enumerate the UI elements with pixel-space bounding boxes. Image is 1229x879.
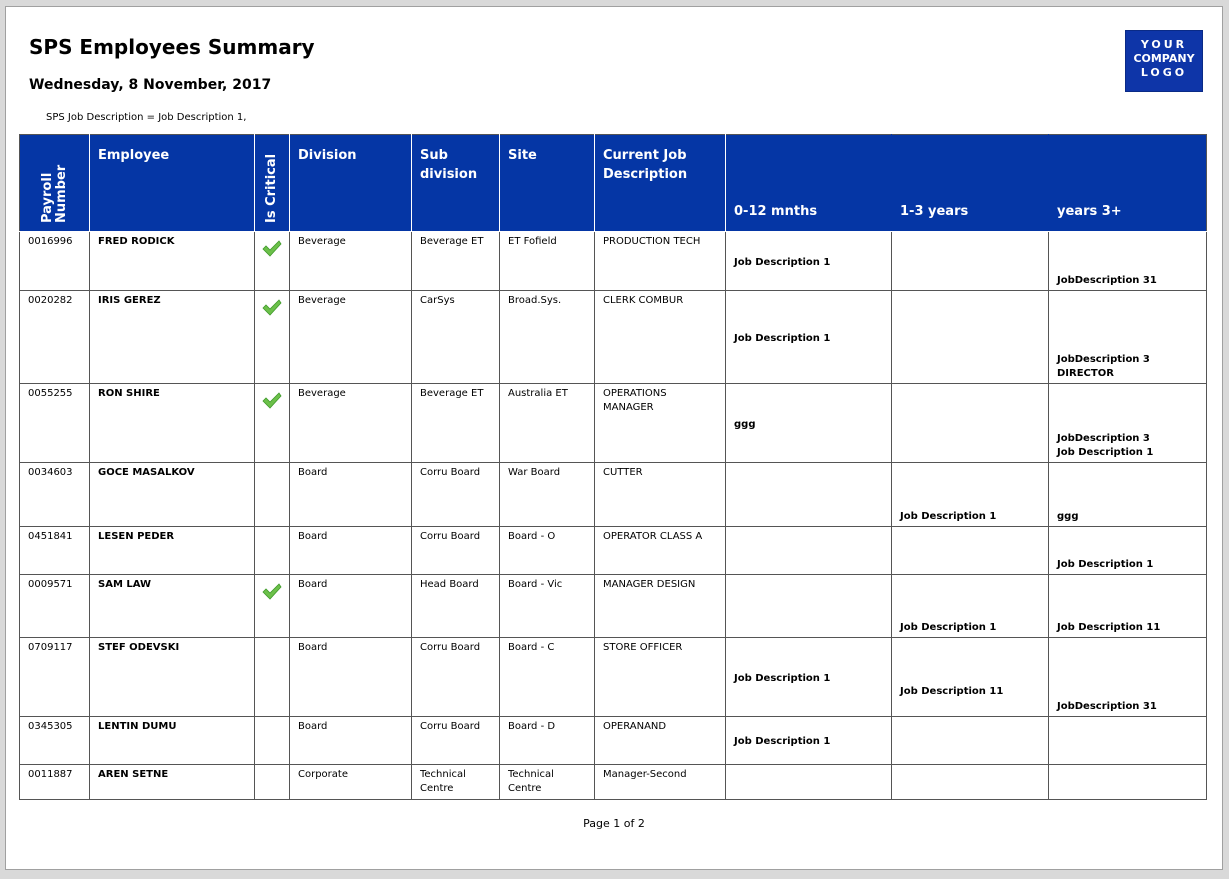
critical-cell: [255, 717, 290, 765]
years-3-plus-cell: [1049, 232, 1207, 291]
years-1-3-cell: [892, 717, 1049, 765]
job-description-text: Job Description 1: [1057, 559, 1154, 570]
subdivision-cell: Corru Board: [412, 527, 500, 575]
job-description-text: Job Description 1: [734, 736, 831, 747]
table-row: [20, 291, 1207, 384]
years-3-plus-cell: [1049, 291, 1207, 384]
report-date: Wednesday, 8 November, 2017: [29, 77, 272, 93]
site-cell: Board - Vic: [500, 575, 595, 638]
report-page: [5, 6, 1223, 870]
col-header-payroll-line-1: Payroll: [39, 172, 55, 223]
current-job-cell: PRODUCTION TECH: [595, 232, 726, 291]
job-description-text: JobDescription 3: [1057, 433, 1150, 444]
col-header-0-12-months: 0-12 mnths: [726, 135, 892, 232]
col-header-1-3-years: 1-3 years: [892, 135, 1049, 232]
years-1-3-cell: [892, 765, 1049, 800]
months-0-12-cell: [726, 765, 892, 800]
site-cell: Australia ET: [500, 384, 595, 463]
logo-line-3: LOGO: [1140, 66, 1188, 79]
years-1-3-cell: [892, 291, 1049, 384]
job-description-text: ggg: [1057, 511, 1079, 522]
subdivision-cell: Head Board: [412, 575, 500, 638]
years-3-plus-cell: [1049, 575, 1207, 638]
subdivision-cell: Corru Board: [412, 463, 500, 527]
payroll-cell: 0011887: [20, 765, 90, 800]
employee-cell: GOCE MASALKOV: [90, 463, 255, 527]
subdivision-cell: Beverage ET: [412, 232, 500, 291]
employees-table: [19, 134, 1207, 800]
years-3-plus-cell: [1049, 765, 1207, 800]
col-header-division: Division: [290, 135, 412, 232]
col-header-current-job: [595, 135, 726, 232]
years-3-plus-cell: [1049, 638, 1207, 717]
job-description-text: JobDescription 31: [1057, 701, 1157, 712]
payroll-cell: 0020282: [20, 291, 90, 384]
payroll-cell: 0009571: [20, 575, 90, 638]
years-3-plus-cell: [1049, 717, 1207, 765]
division-cell: Beverage: [290, 291, 412, 384]
critical-cell: [255, 765, 290, 800]
col-header-employee: Employee: [90, 135, 255, 232]
check-icon: [262, 240, 282, 258]
years-3-plus-cell: [1049, 463, 1207, 527]
years-1-3-cell: [892, 575, 1049, 638]
site-cell: ET Fofield: [500, 232, 595, 291]
col-header-site: Site: [500, 135, 595, 232]
col-header-critical-label: Is Critical: [264, 153, 279, 223]
table-row: [20, 463, 1207, 527]
current-job-cell: OPERATIONS MANAGER: [595, 384, 726, 463]
months-0-12-cell: [726, 232, 892, 291]
current-job-cell: MANAGER DESIGN: [595, 575, 726, 638]
col-header-payroll-line-2: Number: [53, 164, 69, 223]
site-cell: Broad.Sys.: [500, 291, 595, 384]
critical-cell: [255, 527, 290, 575]
table-row: [20, 638, 1207, 717]
critical-cell: [255, 463, 290, 527]
check-icon: [262, 299, 282, 317]
employee-cell: STEF ODEVSKI: [90, 638, 255, 717]
employee-cell: FRED RODICK: [90, 232, 255, 291]
years-1-3-cell: [892, 638, 1049, 717]
job-description-text: Job Description 1: [734, 672, 831, 684]
critical-cell: [255, 638, 290, 717]
company-logo: [1125, 30, 1203, 92]
division-cell: Beverage: [290, 384, 412, 463]
current-job-cell: OPERATOR CLASS A: [595, 527, 726, 575]
table-row: [20, 765, 1207, 800]
employee-cell: LENTIN DUMU: [90, 717, 255, 765]
months-0-12-cell: [726, 291, 892, 384]
payroll-cell: 0451841: [20, 527, 90, 575]
job-description-text: Job Description 1: [734, 256, 831, 268]
division-cell: Board: [290, 463, 412, 527]
job-description-text: JobDescription 31: [1057, 275, 1157, 286]
division-cell: Beverage: [290, 232, 412, 291]
site-cell: Board - O: [500, 527, 595, 575]
months-0-12-cell: [726, 575, 892, 638]
critical-cell: [255, 291, 290, 384]
check-icon: [262, 392, 282, 410]
years-1-3-cell: [892, 232, 1049, 291]
current-job-cell: Manager-Second: [595, 765, 726, 800]
table-row: [20, 232, 1207, 291]
employee-cell: IRIS GEREZ: [90, 291, 255, 384]
site-cell: Technical Centre: [500, 765, 595, 800]
table-row: [20, 527, 1207, 575]
col-header-subdivision-line-1: Sub: [420, 148, 448, 163]
subdivision-cell: CarSys: [412, 291, 500, 384]
years-3-plus-cell: [1049, 384, 1207, 463]
report-title: SPS Employees Summary: [29, 35, 315, 59]
col-header-subdivision: [412, 135, 500, 232]
table-row: [20, 384, 1207, 463]
employee-cell: SAM LAW: [90, 575, 255, 638]
years-3-plus-cell: [1049, 527, 1207, 575]
logo-line-2: COMPANY: [1133, 52, 1195, 65]
col-header-current-job-line-1: Current Job: [603, 148, 687, 163]
years-1-3-cell: [892, 384, 1049, 463]
job-description-text: Job Description 11: [900, 686, 1004, 697]
current-job-cell: CLERK COMBUR: [595, 291, 726, 384]
job-description-text: Job Description 1: [900, 511, 997, 522]
job-description-text: JobDescription 3: [1057, 354, 1150, 365]
division-cell: Board: [290, 575, 412, 638]
job-description-text: Job Description 11: [1057, 622, 1161, 633]
site-cell: War Board: [500, 463, 595, 527]
division-cell: Board: [290, 527, 412, 575]
employee-cell: LESEN PEDER: [90, 527, 255, 575]
division-cell: Board: [290, 638, 412, 717]
table-body: [20, 232, 1207, 800]
col-header-payroll: [20, 135, 90, 232]
col-header-subdivision-line-2: division: [420, 167, 478, 182]
employee-cell: AREN SETNE: [90, 765, 255, 800]
col-header-3-plus-years: years 3+: [1049, 135, 1207, 232]
job-description-text: Job Description 1: [734, 332, 831, 344]
table-row: [20, 717, 1207, 765]
job-description-text: DIRECTOR: [1057, 368, 1114, 379]
division-cell: Corporate: [290, 765, 412, 800]
division-cell: Board: [290, 717, 412, 765]
job-description-text: Job Description 1: [1057, 447, 1154, 458]
subdivision-cell: Corru Board: [412, 717, 500, 765]
critical-cell: [255, 575, 290, 638]
site-cell: Board - C: [500, 638, 595, 717]
subdivision-cell: Beverage ET: [412, 384, 500, 463]
months-0-12-cell: [726, 384, 892, 463]
critical-cell: [255, 384, 290, 463]
check-icon: [262, 583, 282, 601]
months-0-12-cell: [726, 463, 892, 527]
subdivision-cell: Corru Board: [412, 638, 500, 717]
report-filter: SPS Job Description = Job Description 1,: [46, 112, 247, 123]
years-1-3-cell: [892, 527, 1049, 575]
years-1-3-cell: [892, 463, 1049, 527]
current-job-cell: OPERANAND: [595, 717, 726, 765]
months-0-12-cell: [726, 638, 892, 717]
employee-cell: RON SHIRE: [90, 384, 255, 463]
page-number: Page 1 of 2: [583, 817, 645, 830]
months-0-12-cell: [726, 527, 892, 575]
header-row: [20, 135, 1207, 232]
subdivision-cell: Technical Centre: [412, 765, 500, 800]
months-0-12-cell: [726, 717, 892, 765]
payroll-cell: 0016996: [20, 232, 90, 291]
critical-cell: [255, 232, 290, 291]
col-header-current-job-line-2: Description: [603, 167, 688, 182]
payroll-cell: 0345305: [20, 717, 90, 765]
payroll-cell: 0709117: [20, 638, 90, 717]
payroll-cell: 0055255: [20, 384, 90, 463]
job-description-text: ggg: [734, 418, 756, 430]
col-header-critical: [255, 135, 290, 232]
job-description-text: Job Description 1: [900, 622, 997, 633]
table-row: [20, 575, 1207, 638]
site-cell: Board - D: [500, 717, 595, 765]
logo-line-1: YOUR: [1140, 38, 1188, 51]
current-job-cell: CUTTER: [595, 463, 726, 527]
current-job-cell: STORE OFFICER: [595, 638, 726, 717]
payroll-cell: 0034603: [20, 463, 90, 527]
